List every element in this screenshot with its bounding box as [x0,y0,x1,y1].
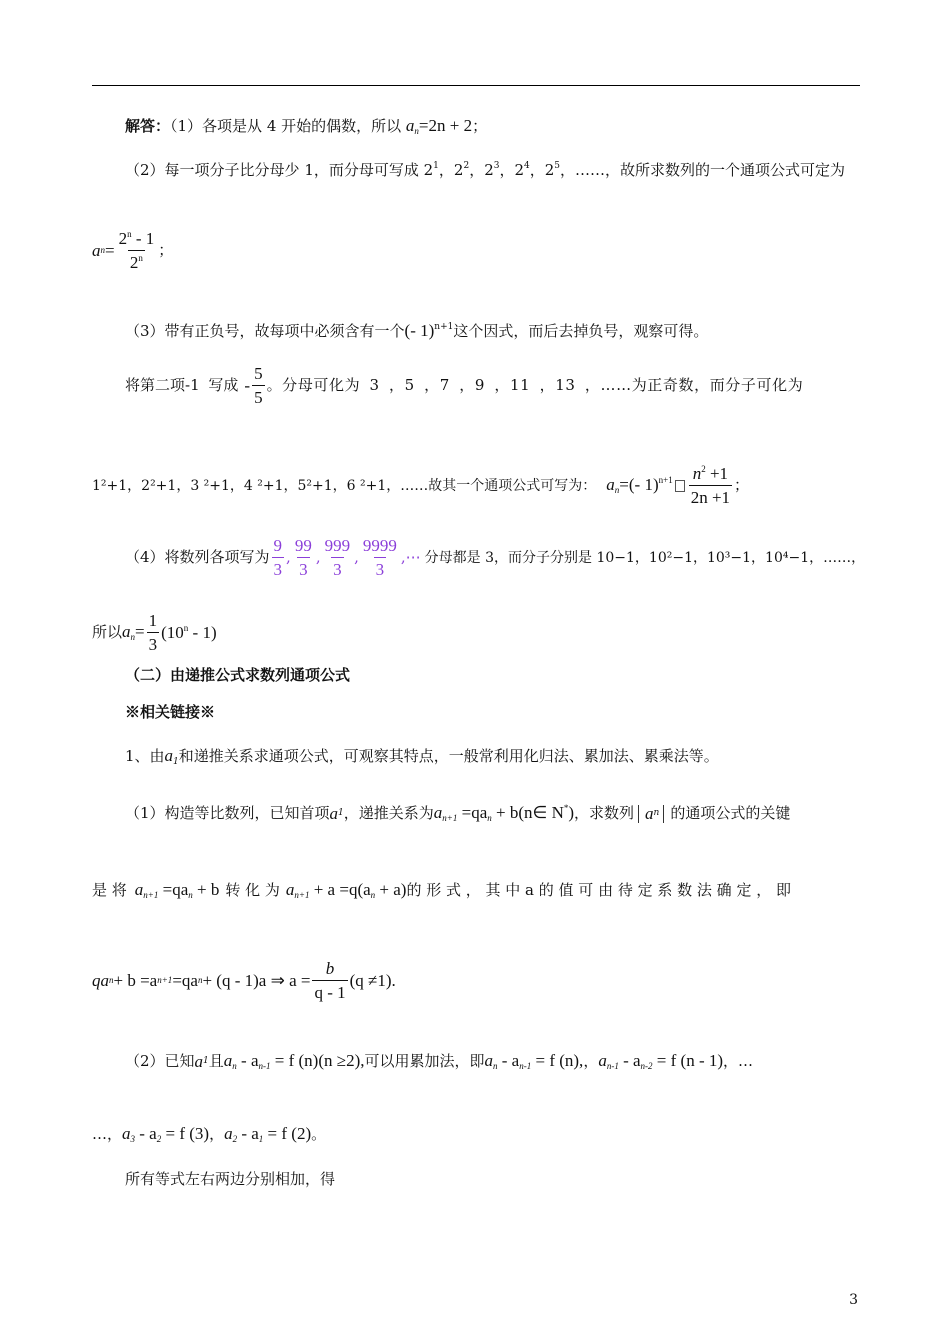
page-number: 3 [849,1292,858,1308]
body-line-6: …， $a_3 - a_2 = f$ (3) ， $a_2 - a_1 = f$ (2) 。 [92,1124,327,1144]
body-line-1: 1、由$a_1$和递推关系求通项公式，可观察其特点，一般常利用化归法、累加法、累乘法等。 [125,746,719,767]
related-links-heading: ※相关链接※ [125,703,216,721]
section-heading: （二）由递推公式求数列通项公式 [125,666,351,684]
body-line-4: qa n + b =a n+1 =qa n + (q - 1)a ⇒ a = $\frac{b}{q - 1}$ (q ≠1). [92,959,396,1002]
answer-line-4: 将第二项-1 写成 - $\frac{5}{5}$ 。分母可化为 3 ，5 ，7 ，9 ，11 ，13 ，……为正奇数，而分子可化为 [125,364,804,407]
answer-line-1: 解答：（1）各项是从 4 开始的偶数，所以 $a_n=2n + 2$； [125,116,488,136]
body-line-5: （2）已知 a 1 且 $a_n - a_{n-1} = f$ (n)(n ≥2), 可以用累加法，即 $a_n - a_{n-1} = f$ (n), ， $a_{n-1} - a_{n-2} = f$ (n - 1) ，… [125,1051,754,1071]
answer-line-7: 所以 $a_n=$ $\frac{1}{3}$ (10$^n$ - 1) [92,611,217,654]
answer-line-2: （2）每一项分子比分母少 1，而分母可写成 $2^1$，$2^2$，$2^3$，$2^4$，$2^5$，……，故所求数列的一个通项公式可定为 [125,161,846,179]
body-line-3: 是 将 $a_{n+1} =qa_n + b$ 转 化 为 $a_{n+1} + a =q(a_n + a)$ 的 形 式 ， 其 中 a 的 值 可 由 待 定 系 数 法 确 定 ， 即 [92,880,791,900]
body-line-2: （1）构造等比数列，已知首项 a 1 ，递推关系为 $a_{n+1} =qa_n$ + b(n∈ N*) ，求数列 a n 的通项公式的关键 [125,803,791,823]
formula-an-fraction: a n = $\frac{2^n - 1}{2^n}$ ； [92,229,174,272]
placeholder-box [675,480,685,492]
answer-line-6: （4）将数列各项写为 $\frac{9}{3}$ , $\frac{99}{3}$ , $\frac{999}{3}$ , $\frac{9999}{3}$ ,⋯ 分母都是 3，而分子分别是 10−1，10²−1，10³−1，10⁴−1，……， [125,536,866,579]
answer-label: 解答： [125,117,171,135]
body-line-7: 所有等式左右两边分别相加，得 [125,1170,336,1188]
header-rule [92,85,860,86]
answer-line-5: 1²+1，2²+1，3 ²+1，4 ²+1，5²+1，6 ²+1，……故其一个通项公式可写为： $a_n=(-$ 1)$^{n+1}$ $\frac{n^2 +1}{2n +1}$ ； [92,464,750,507]
answer-line-3: （3）带有正负号，故每项中必须含有一个(- 1)$^{n+1}$这个因式，而后去掉负号，观察可得。 [125,321,709,340]
